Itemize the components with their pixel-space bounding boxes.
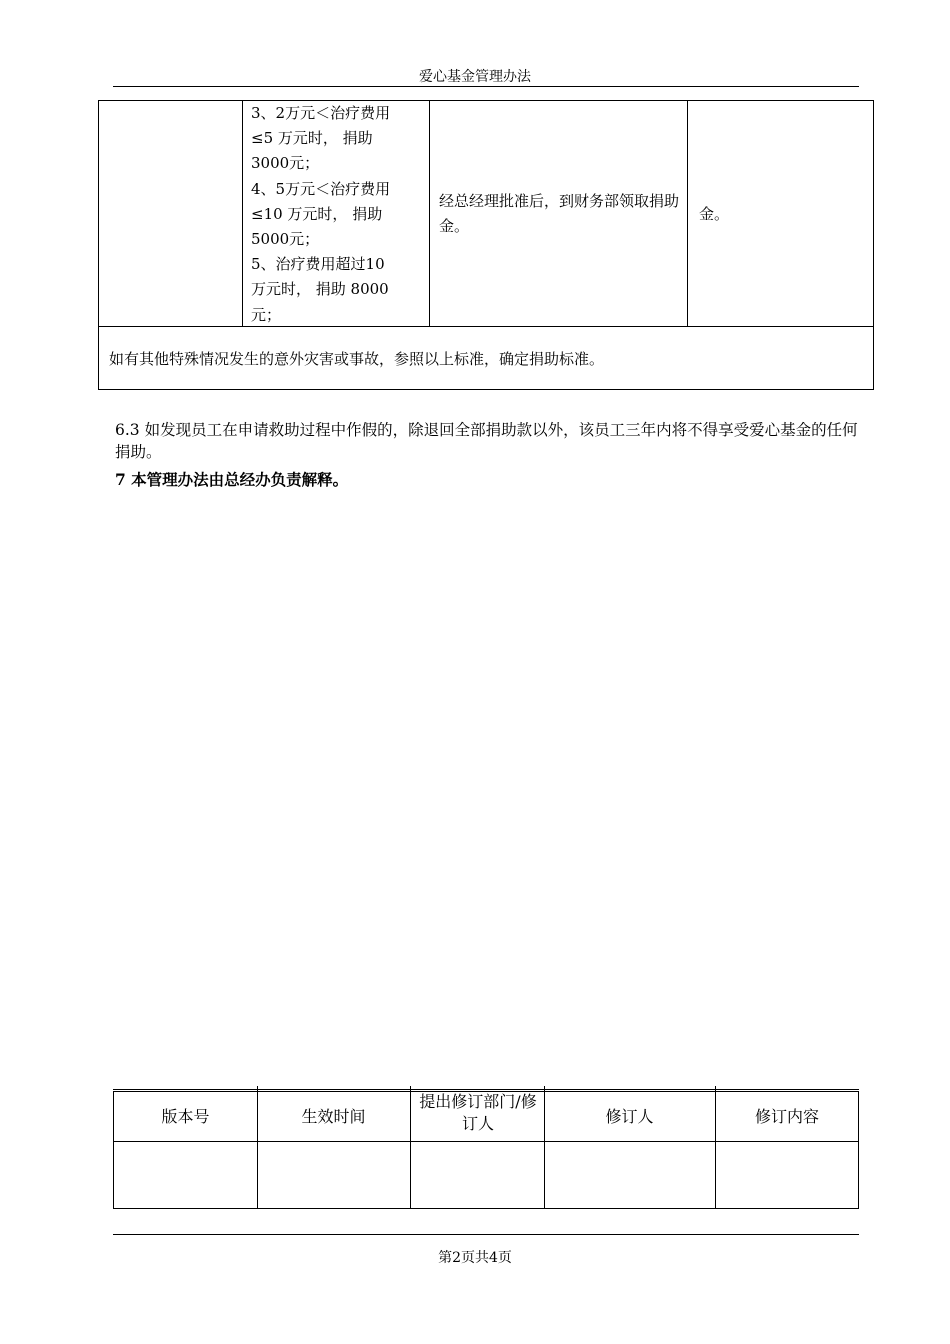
approval-process-cell: 经总经理批准后，到财务部领取捐助金。 xyxy=(439,192,680,236)
criteria-line: ≤10 万元时， 捐助 xyxy=(251,204,383,223)
criteria-line: 5、治疗费用超过10 xyxy=(251,255,385,274)
special-case-note: 如有其他特殊情况发生的意外灾害或事故，参照以上标准，确定捐助标准。 xyxy=(109,350,605,368)
subsidy-table xyxy=(98,100,874,390)
criteria-line: 3000元； xyxy=(251,154,320,173)
table-divider xyxy=(429,101,430,326)
remarks-cell: 金。 xyxy=(699,205,730,223)
col-header-content: 修订内容 xyxy=(754,1106,819,1126)
clause-7: 7 本管理办法由总经办负责解释。 xyxy=(115,470,349,489)
document-header-title: 爱心基金管理办法 xyxy=(419,69,531,85)
table-divider xyxy=(410,1086,411,1208)
criteria-line: 5000元； xyxy=(251,230,320,249)
table-divider xyxy=(242,101,243,326)
col-header-department: 提出修订部门/修订人 xyxy=(419,1091,537,1133)
criteria-line: 万元时， 捐助 8000 xyxy=(251,280,389,299)
footer-rule xyxy=(113,1234,859,1235)
page-number: 第2页共4页 xyxy=(438,1250,512,1266)
criteria-line: 元； xyxy=(251,305,282,324)
table-divider xyxy=(99,326,873,327)
col-header-effective-date: 生效时间 xyxy=(301,1106,366,1126)
criteria-line: 3、2万元＜治疗费用 xyxy=(251,104,391,122)
col-header-version: 版本号 xyxy=(161,1106,210,1126)
clause-6-3: 6.3 如发现员工在申请救助过程中作假的，除退回全部捐助款以外，该员工三年内将不得享受爱心基金的任何捐助。 xyxy=(115,421,858,461)
col-header-reviser: 修订人 xyxy=(605,1106,654,1126)
subsidy-criteria-cell xyxy=(251,101,423,328)
header-rule xyxy=(113,86,859,87)
criteria-line: 4、5万元＜治疗费用 xyxy=(251,179,391,198)
revision-table xyxy=(113,1092,859,1209)
table-divider xyxy=(114,1141,858,1142)
criteria-line: ≤5 万元时， 捐助 xyxy=(251,129,373,148)
